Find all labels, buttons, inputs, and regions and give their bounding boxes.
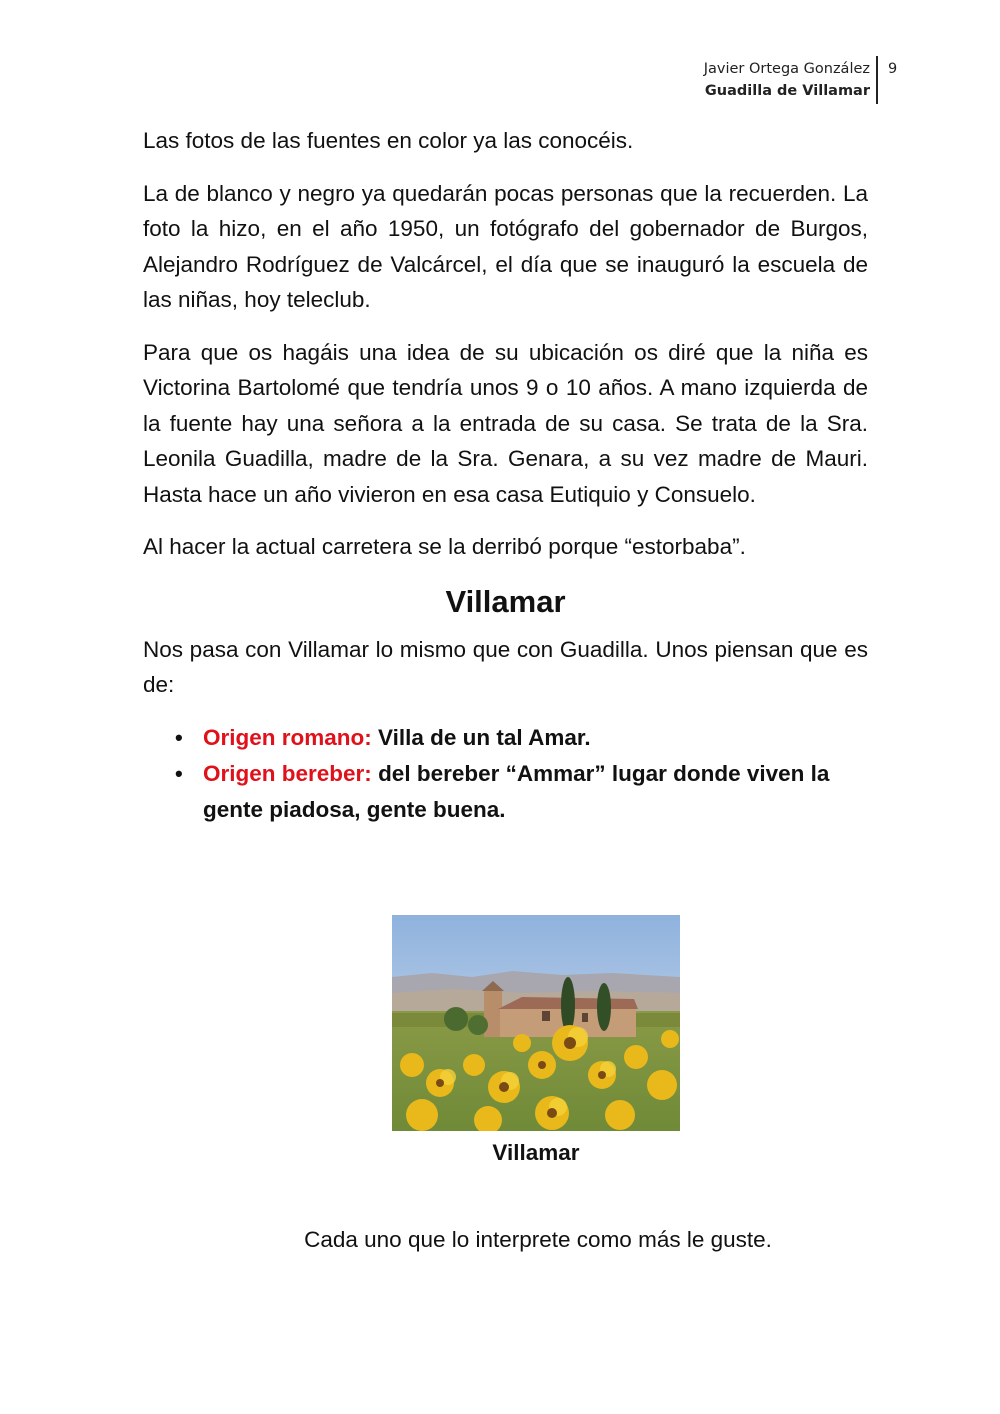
villamar-photo <box>392 915 680 1131</box>
page-header <box>0 58 1000 108</box>
page-body <box>143 123 868 828</box>
paragraph-1: Las fotos de las fuentes en color ya las conocéis. <box>143 128 634 153</box>
closing-sentence: Cada uno que lo interprete como más le guste. <box>304 1227 772 1252</box>
bullet-icon: • <box>175 760 183 786</box>
header-divider <box>876 56 878 104</box>
list-item <box>143 720 868 756</box>
header-text <box>704 58 870 102</box>
bullet-icon: • <box>175 724 183 750</box>
paragraph-3: Para que os hagáis una idea de su ubicación os diré que la niña es Victorina Bartolomé que tendría unos 9 o 10 años. A mano izquierda de la fuente hay una señora a la entrada de su casa. Se trata de la Sra. Leonila Guadilla, madre de la Sra. Genara, a su vez madre de Mauri. Hasta hace un año vivieron en esa casa Eutiquio y Consuelo. <box>143 339 868 507</box>
origin-label: Origen bereber: <box>203 760 372 786</box>
paragraph-2: La de blanco y negro ya quedarán pocas personas que la recuerden. La foto la hizo, en el año 1950, un fotógrafo del gobernador de Burgos, Alejandro Rodríguez de Valcárcel, el día que se inauguró la escuela de las niñas, hoy teleclub. <box>143 180 868 312</box>
list-item <box>143 756 868 828</box>
paragraph-4: Al hacer la actual carretera se la derribó porque “estorbaba”. <box>143 534 746 559</box>
origin-list <box>143 720 868 828</box>
sunflower-field-image <box>392 915 680 1131</box>
figure-caption: Villamar <box>492 1140 580 1165</box>
origin-label: Origen romano: <box>203 724 372 750</box>
origin-text: del bereber “Ammar” lugar donde viven la gente piadosa, gente buena. <box>203 760 830 822</box>
header-title: Guadilla de Villamar <box>704 83 870 99</box>
origin-text: Villa de un tal Amar. <box>378 724 591 750</box>
header-author: Javier Ortega González <box>703 61 870 77</box>
section-title: Villamar <box>445 583 566 619</box>
page-number: 9 <box>888 61 898 77</box>
section-intro: Nos pasa con Villamar lo mismo que con Guadilla. Unos piensan que es de: <box>143 636 868 697</box>
